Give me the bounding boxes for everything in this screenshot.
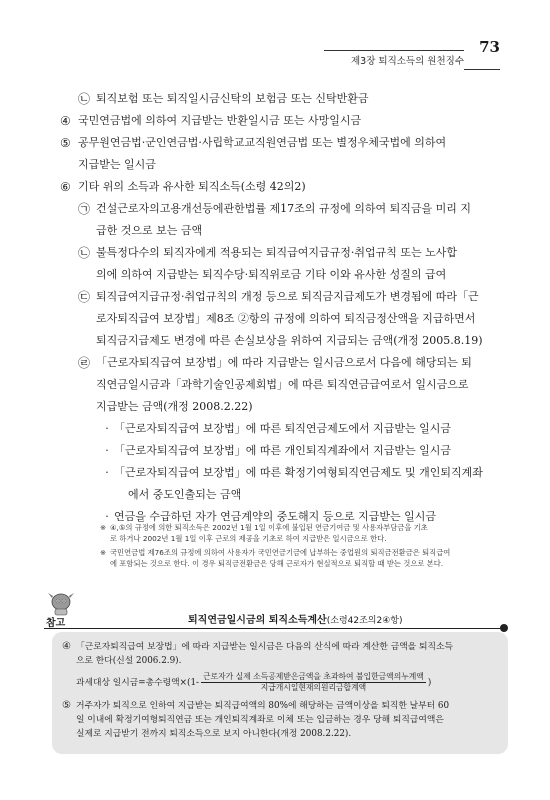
bullet-item: · 「근로자퇴직급여 보장법」에 따른 확정기여형퇴직연금제도 및 개인퇴직계좌 에서 중도인출되는 금액 (105, 466, 483, 501)
list-item: ㉡ 퇴직보험 또는 퇴직일시금신탁의 보험금 또는 신탁반환금 (78, 92, 369, 106)
bullet-item: · 연금을 수급하던 자가 연금계약의 중도해지 등으로 지급받는 일시금 (105, 510, 437, 523)
footnote: ※ 국민연금법 제76조의 규정에 의하여 사용자가 국민연금기금에 납부하는 중업원의 퇴직금전환금은 퇴직급여 에 포함되는 것으로 한다. 이 경우 퇴직금전환금은 당해 근로자가 현실적으로 퇴직할 때 받는 것으로 본다. (100, 548, 451, 568)
reference-box (52, 632, 508, 754)
body-content (60, 88, 512, 528)
list-item: ④ 국민연금법에 의하여 지급받는 반환일시금 또는 사망일시금 (60, 114, 362, 128)
header-underline (464, 69, 500, 70)
page-number: 73 (479, 38, 500, 56)
page-header (300, 38, 500, 70)
list-item: ⑤ 공무원연금법·군인연금법·사립학교교직원연금법 또는 별정우체국법에 의하여 지급받는 일시금 (60, 136, 447, 171)
formula: 과세대상 일시금=총수령액×(1- $\frac{\text{근로자가 실제 소득공제받은금액을 초과하여 불입한금액의누계액}}{\text{지급개시일현재의원리금합계액}}$ ) (76, 672, 432, 692)
reference-paragraph: ⑤ 거주자가 퇴직으로 인하여 지급받는 퇴직급여액의 80%에 해당하는 금액이상을 퇴직한 날부터 60 일 이내에 확정기여형퇴직연금 또는 개인퇴직계좌로 이체 또는 입금하는 경우 당해 퇴직급여액은 실제로 지급받기 전까지 퇴직소득으로 보지 아니한다(개정 2008.2.22). (62, 700, 450, 739)
list-item: ㉡ 불특정다수의 퇴직자에게 적용되는 퇴직급여지급규정·취업규칙 또는 노사합 의에 의하여 지급받는 퇴직수당·퇴직위로금 기타 이와 유사한 성질의 급여 (78, 246, 458, 281)
reference-title: 퇴직연금일시금의 퇴직소득계산(소령42조의2④항) (188, 615, 403, 626)
list-item: ⑥ 기타 위의 소득과 유사한 퇴직소득(소령 42의2) (60, 180, 306, 194)
chapter-title: 제3장 퇴직소득의 원천징수 (350, 56, 464, 67)
reference-divider-dot (500, 624, 508, 632)
reference-label: 참고 (46, 618, 66, 629)
formula-fraction: $\frac{\text{근로자가 실제 소득공제받은금액을 초과하여 불입한금액의누계액}}{\text{지급개시일현재의원리금합계액}}$ (203, 672, 424, 692)
header-rule (324, 50, 464, 51)
bullet-item: · 「근로자퇴직급여 보장법」에 따른 개인퇴직계좌에서 지급받는 일시금 (105, 444, 452, 457)
footnote: ※ ④,⑤의 규정에 의한 퇴직소득은 2002년 1월 1일 이후에 불입된 연금기여금 및 사용자부담금을 기초 로 하거나 2002년 1월 1일 이후 근로의 제공을 기초로 하여 지급받은 일시금으로 한다. (100, 523, 428, 543)
list-item: ㉣ 「근로자퇴직급여 보장법」에 따라 지급받는 일시금으로서 다음에 해당되는 퇴 직연금일시금과「과학기술인공제회법」에 따른 퇴직연금급여로서 일시금으로 지급받는 금액(개정 2008.2.22) (78, 356, 472, 413)
list-item: ㉠ 건설근로자의고용개선등에관한법률 제17조의 규정에 의하여 퇴직금을 미리 지 급한 것으로 보는 금액 (78, 202, 472, 237)
bullet-item: · 「근로자퇴직급여 보장법」에 따른 퇴직연금제도에서 지급받는 일시금 (105, 422, 452, 435)
footnotes (100, 522, 512, 572)
reference-paragraph: ④ 「근로자퇴직급여 보장법」에 따라 지급받는 일시금은 다음의 산식에 따라 계산한 금액을 퇴직소득 으로 한다(신설 2006.2.9). (62, 641, 453, 666)
reference-divider (44, 628, 504, 629)
list-item: ㉢ 퇴직급여지급규정·취업규칙의 개정 등으로 퇴직금지급제도가 변경됨에 따라「근 로자퇴직급여 보장법」제8조 ②항의 규정에 의하여 퇴직금정산액을 지급하면서 퇴직금지급제도 변경에 따른 손실보상을 위하여 지급되는 금액(개정 2005.8.19) (78, 290, 483, 347)
